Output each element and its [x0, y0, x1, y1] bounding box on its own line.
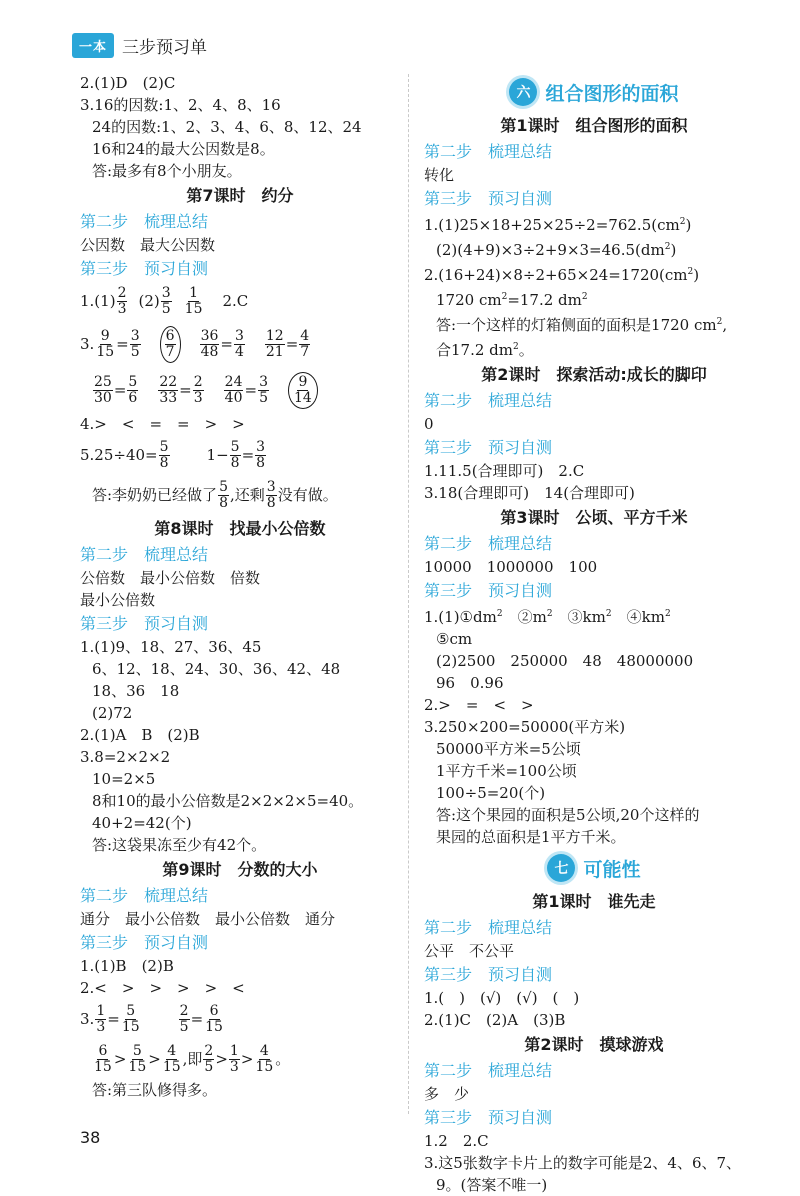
numerator: 36 [200, 327, 219, 344]
answer-line: 3.这5张数字卡片上的数字可能是2、4、6、7、 [424, 1154, 742, 1172]
denominator: 5 [179, 1018, 189, 1035]
step-heading: 第三步 预习自测 [424, 965, 553, 984]
fraction [165, 329, 176, 360]
answer-line: 公倍数 最小公倍数 倍数 [80, 569, 261, 587]
fraction [93, 1044, 113, 1075]
fraction [158, 375, 178, 406]
answer-line: 1.11.5(合理即可) 2.C [424, 462, 585, 480]
answer-line [424, 211, 764, 236]
step-heading: 第三步 预习自测 [80, 614, 209, 633]
numerator: 6 [98, 1042, 108, 1059]
equals: = [113, 381, 127, 399]
numerator: 4 [300, 327, 310, 344]
denominator: 7 [165, 343, 175, 360]
circled-answer [288, 372, 318, 409]
answer-line: (2)2500 250000 48 48000000 [436, 652, 694, 670]
unit-title: 可能性 [583, 858, 641, 881]
numerator: 2 [204, 1042, 214, 1059]
denominator: 15 [205, 1018, 223, 1035]
fraction [95, 329, 115, 360]
numerator: 3 [266, 478, 276, 495]
answer-line: 16和24的最大公因数是8。 [92, 140, 275, 158]
brand-logo: 一本 [72, 33, 114, 58]
header-title: 三步预习单 [122, 37, 208, 58]
fraction [121, 1004, 141, 1035]
step-heading: 第二步 梳理总结 [80, 212, 209, 231]
denominator: 5 [161, 300, 171, 317]
denominator: 3 [229, 1058, 239, 1075]
answer-line: 1.(1)9、18、27、36、45 [80, 638, 262, 656]
numerator: 3 [256, 438, 266, 455]
answer-line: 10=2×5 [92, 770, 156, 788]
unit-number-badge: 六 [509, 78, 537, 106]
answer-line: (2)72 [92, 704, 133, 722]
equals: = [116, 335, 129, 353]
step-heading: 第三步 预习自测 [424, 189, 553, 208]
denominator: 48 [200, 343, 219, 360]
denominator: 15 [162, 1058, 181, 1075]
greater-than: > [215, 1050, 228, 1068]
fraction-line [80, 321, 400, 367]
left-column [80, 72, 400, 1101]
fraction-line [80, 1039, 400, 1079]
denominator: 15 [128, 1058, 147, 1075]
fraction [234, 329, 245, 360]
denominator: 3 [193, 389, 203, 406]
equals: = [107, 1010, 120, 1028]
step-heading: 第二步 梳理总结 [80, 545, 209, 564]
numerator: 9 [298, 373, 308, 390]
fraction [230, 440, 241, 471]
answer-line: 9。(答案不唯一) [436, 1176, 548, 1194]
fraction [93, 375, 113, 406]
text: 1.(1) [80, 292, 116, 310]
text: ) [693, 266, 700, 284]
numerator: 3 [130, 327, 140, 344]
superscript: 2 [501, 292, 508, 302]
fraction-line [80, 475, 400, 515]
step-heading: 第三步 预习自测 [424, 438, 553, 457]
step-heading: 第三步 预习自测 [80, 259, 209, 278]
numerator: 2 [179, 1002, 189, 1019]
answer-line: 1.2 2.C [424, 1132, 489, 1150]
answer-line: 1.( ) (√) (√) ( ) [424, 989, 580, 1007]
answer-line: 3.8=2×2×2 [80, 748, 171, 766]
answer-line [424, 311, 764, 336]
numerator: 5 [126, 1002, 136, 1019]
superscript: 2 [496, 609, 503, 619]
superscript: 2 [664, 609, 671, 619]
equals: = [244, 381, 258, 399]
denominator: 8 [219, 494, 228, 511]
text: 。 [275, 1050, 291, 1068]
unit-number-badge: 七 [547, 854, 575, 882]
superscript: 2 [679, 217, 686, 227]
answer-line: 3.18(合理即可) 14(合理即可) [424, 484, 635, 502]
denominator: 15 [121, 1018, 140, 1035]
fraction-line [80, 281, 400, 321]
denominator: 33 [159, 389, 178, 406]
numerator: 3 [259, 373, 268, 390]
equals: = [285, 335, 299, 353]
numerator: 5 [132, 1042, 142, 1059]
text: 2.(16+24)×8÷2+65×24=1720(cm [424, 266, 688, 284]
answer-line: 6、12、18、24、30、36、42、48 [92, 660, 341, 678]
answer-line [424, 236, 764, 261]
step-heading: 第三步 预习自测 [80, 933, 209, 952]
lesson-title: 第2课时 摸球游戏 [524, 1035, 664, 1054]
step-heading: 第二步 梳理总结 [424, 1061, 553, 1080]
lesson-title: 第9课时 分数的大小 [162, 860, 318, 879]
denominator: 5 [259, 389, 268, 406]
answer-line: 转化 [424, 166, 455, 184]
column-divider [408, 74, 409, 1114]
numerator: 6 [209, 1002, 219, 1019]
answer-line: 24的因数:1、2、3、4、6、8、12、24 [92, 118, 362, 136]
answer-line: 答:最多有8个小朋友。 [92, 162, 242, 180]
step-heading: 第三步 预习自测 [424, 1108, 553, 1127]
unit-heading [424, 848, 764, 888]
denominator: 21 [265, 343, 284, 360]
answer-line: 1.(1)B (2)B [80, 957, 174, 975]
greater-than: > [240, 1050, 254, 1068]
text: =17.2 dm [507, 291, 582, 309]
equals: = [190, 1010, 204, 1028]
numerator: 4 [167, 1042, 177, 1059]
fraction [130, 329, 141, 360]
fraction [203, 1044, 214, 1075]
answer-line: 2.< > > > > < [80, 979, 245, 997]
denominator: 8 [256, 454, 266, 471]
step-heading: 第二步 梳理总结 [424, 142, 553, 161]
answer-line: 3.250×200=50000(平方米) [424, 718, 626, 736]
numerator: 24 [224, 373, 243, 390]
answer-line: 通分 最小公倍数 最小公倍数 通分 [80, 910, 336, 928]
text: 1.(1)25×18+25×25÷2=762.5(cm [424, 216, 680, 234]
numerator: 3 [234, 327, 244, 344]
page-number: 38 [80, 1128, 101, 1147]
text: , [722, 316, 728, 334]
answer-line [424, 603, 764, 628]
text: ) [670, 241, 677, 259]
numerator: 22 [159, 373, 178, 390]
answer-line: 0 [424, 415, 434, 433]
denominator: 8 [159, 454, 169, 471]
text: ,即 [182, 1050, 203, 1068]
page-header [72, 30, 207, 60]
answer-line: 2.(1)C (2)A (3)B [424, 1011, 566, 1029]
step-heading: 第三步 预习自测 [424, 581, 553, 600]
answer-line: 1平方千米=100公顷 [436, 762, 577, 780]
fraction-line [80, 999, 400, 1039]
denominator: 15 [96, 343, 115, 360]
denominator: 5 [204, 1058, 214, 1075]
text: 2.C [222, 292, 249, 310]
text: (2)(4+9)×3÷2+9×3=46.5(dm [436, 241, 665, 259]
text: 1− [206, 446, 229, 464]
text: ③km [552, 608, 606, 626]
fraction [265, 329, 285, 360]
equals: = [179, 381, 192, 399]
fraction-line [80, 435, 400, 475]
numerator: 5 [230, 438, 240, 455]
denominator: 15 [255, 1058, 274, 1075]
lesson-title: 第2课时 探索活动:成长的脚印 [481, 365, 707, 384]
text: ,还剩 [229, 486, 265, 504]
answer-line: 2.(1)A B (2)B [80, 726, 200, 744]
answer-line: 多 少 [424, 1085, 470, 1103]
answer-line: 40+2=42(个) [92, 814, 192, 832]
unit-title: 组合图形的面积 [545, 82, 679, 105]
answer-line: 4.> < = = > > [80, 415, 245, 433]
text: ②m [502, 608, 547, 626]
numerator: 5 [219, 478, 228, 495]
answer-line: 公因数 最大公因数 [80, 236, 216, 254]
answer-line: 3.16的因数:1、2、4、8、16 [80, 96, 281, 114]
answer-line: 答:这袋果冻至少有42个。 [92, 836, 267, 854]
numerator: 5 [159, 438, 169, 455]
answer-line: 最小公倍数 [80, 591, 156, 609]
answer-line: 8和10的最小公倍数是2×2×2×5=40。 [92, 792, 364, 810]
numerator: 3 [161, 284, 171, 301]
fraction [293, 375, 313, 406]
answer-line [424, 286, 764, 311]
fraction [95, 1004, 106, 1035]
answer-line: 答:这个果园的面积是5公顷,20个这样的 [436, 806, 700, 824]
fraction [184, 286, 204, 317]
lesson-title: 第3课时 公顷、平方千米 [500, 508, 688, 527]
greater-than: > [113, 1050, 127, 1068]
answer-line: ⑤cm [436, 630, 473, 648]
answer-line: 2.(1)D (2)C [80, 74, 176, 92]
fraction [218, 480, 229, 511]
answer-line: 100÷5=20(个) [436, 784, 546, 802]
lesson-title: 第1课时 组合图形的面积 [500, 116, 688, 135]
lesson-title: 第8课时 找最小公倍数 [154, 519, 326, 538]
text: 1720 cm [436, 291, 502, 309]
answer-line: 果园的总面积是1平方千米。 [436, 828, 626, 846]
superscript: 2 [581, 292, 588, 302]
denominator: 15 [184, 300, 203, 317]
answer-line: 2.> = < > [424, 696, 534, 714]
numerator: 12 [265, 327, 284, 344]
answer-line [424, 261, 764, 286]
fraction [179, 1004, 190, 1035]
fraction [162, 1044, 182, 1075]
unit-heading [424, 72, 764, 112]
denominator: 5 [130, 343, 140, 360]
denominator: 6 [128, 389, 138, 406]
text: ) [685, 216, 692, 234]
numerator: 9 [100, 327, 110, 344]
answer-line: 18、36 18 [92, 682, 180, 700]
denominator: 4 [234, 343, 244, 360]
answer-line: 公平 不公平 [424, 942, 515, 960]
fraction [204, 1004, 224, 1035]
superscript: 2 [546, 609, 553, 619]
fraction [299, 329, 310, 360]
denominator: 3 [117, 300, 127, 317]
lesson-title: 第1课时 谁先走 [532, 892, 656, 911]
text: (2) [138, 292, 160, 310]
superscript: 2 [605, 609, 612, 619]
numerator: 25 [94, 373, 112, 390]
fraction [193, 375, 204, 406]
numerator: 4 [259, 1042, 269, 1059]
text: 没有做。 [277, 486, 338, 504]
superscript: 2 [664, 242, 671, 252]
fraction [117, 286, 128, 317]
numerator: 5 [128, 373, 138, 390]
denominator: 3 [96, 1018, 106, 1035]
fraction [159, 440, 170, 471]
equals: = [220, 335, 233, 353]
answer-line: 96 0.96 [436, 674, 504, 692]
fraction [258, 375, 269, 406]
step-heading: 第二步 梳理总结 [424, 918, 553, 937]
denominator: 15 [94, 1058, 112, 1075]
denominator: 40 [224, 389, 243, 406]
fraction [224, 375, 244, 406]
answer-line: 答:第三队修得多。 [92, 1081, 218, 1099]
answer-line: 50000平方米=5公顷 [436, 740, 581, 758]
lesson-title: 第7课时 约分 [186, 186, 294, 205]
text: 答:李奶奶已经做了 [92, 486, 218, 504]
text: 1.(1)①dm [424, 608, 497, 626]
superscript: 2 [513, 342, 519, 352]
fraction-line [80, 367, 400, 413]
denominator: 8 [266, 494, 276, 511]
fraction [229, 1044, 240, 1075]
right-column [424, 72, 764, 1196]
superscript: 2 [687, 267, 694, 277]
circled-answer [160, 326, 181, 363]
fraction [254, 1044, 274, 1075]
denominator: 7 [300, 343, 310, 360]
step-heading: 第二步 梳理总结 [424, 534, 553, 553]
denominator: 8 [230, 454, 240, 471]
numerator: 6 [165, 327, 175, 344]
text: 3. [80, 335, 95, 353]
numerator: 1 [189, 284, 199, 301]
superscript: 2 [716, 317, 723, 327]
fraction [255, 440, 266, 471]
numerator: 2 [193, 373, 203, 390]
numerator: 2 [117, 284, 127, 301]
text: 合17.2 dm [436, 341, 513, 359]
text: ④km [611, 608, 665, 626]
fraction [266, 480, 277, 511]
denominator: 30 [94, 389, 112, 406]
equals: = [241, 446, 255, 464]
numerator: 1 [229, 1042, 239, 1059]
answer-line [424, 336, 764, 361]
step-heading: 第二步 梳理总结 [80, 886, 209, 905]
greater-than: > [148, 1050, 161, 1068]
fraction [161, 286, 172, 317]
text: 3. [80, 1010, 95, 1028]
fraction [127, 1044, 147, 1075]
text: 5.25÷40= [80, 446, 158, 464]
denominator: 14 [293, 389, 312, 406]
answer-line: 10000 1000000 100 [424, 558, 598, 576]
fraction [200, 329, 220, 360]
fraction [127, 375, 138, 406]
step-heading: 第二步 梳理总结 [424, 391, 553, 410]
text: 答:一个这样的灯箱侧面的面积是1720 cm [436, 316, 717, 334]
numerator: 1 [96, 1002, 106, 1019]
text: 。 [518, 341, 534, 359]
